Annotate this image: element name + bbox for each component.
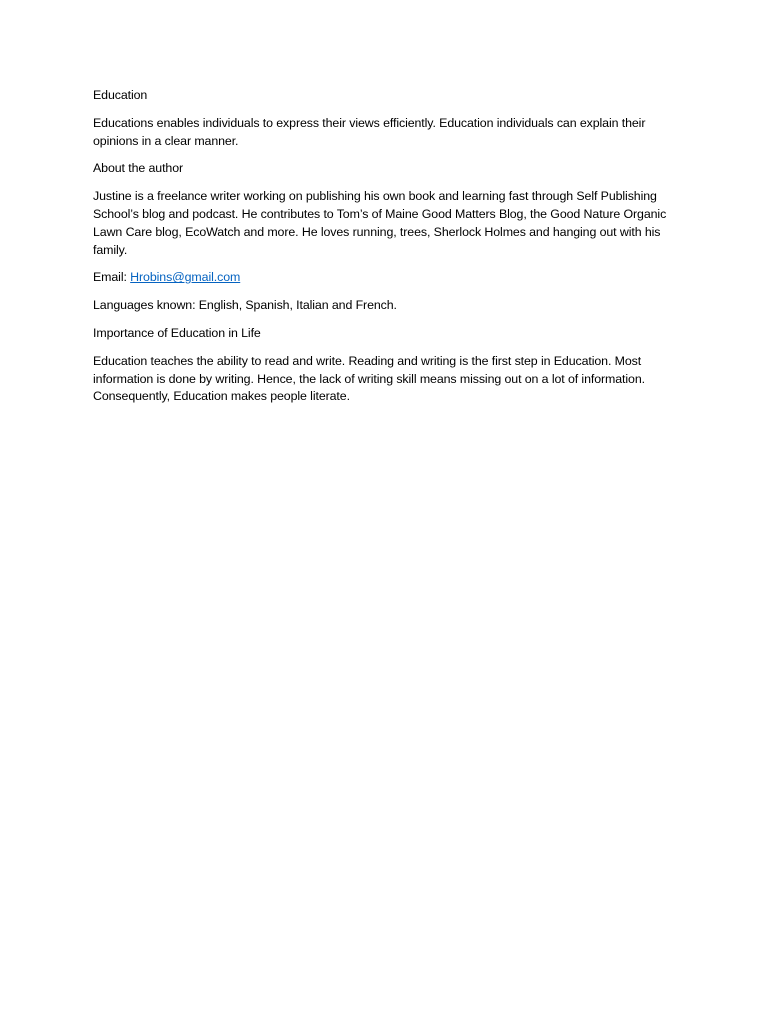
importance-heading: Importance of Education in Life [93,325,261,340]
about-author-paragraph: Justine is a freelance writer working on publishing his own book and learning fast through Self Publishing School’s blog and podcast. He contributes to Tom’s of Maine Good Matters Blog, the Good Nature Organic Lawn Care blog, EcoWatch and more. He loves running, trees, Sherlock Holmes and hanging out with his family. [93,189,667,257]
intro-paragraph: Educations enables individuals to express their views efficiently. Education individuals can explain their opinions in a clear manner. [93,115,646,148]
email-label: Email: [93,270,131,285]
email-link[interactable]: Hrobins@gmail.com [130,270,241,285]
importance-paragraph: Education teaches the ability to read and write. Reading and writing is the first step in Education. Most information is done by writing. Hence, the lack of writing skill means missing out on a lot of information. Consequently, Education makes people literate. [93,353,645,404]
document-page [93,87,678,416]
document-heading: Education [93,88,148,102]
languages-line: Languages known: English, Spanish, Italian and French. [93,298,397,313]
about-author-heading: About the author [93,161,184,176]
email-line [93,269,678,287]
